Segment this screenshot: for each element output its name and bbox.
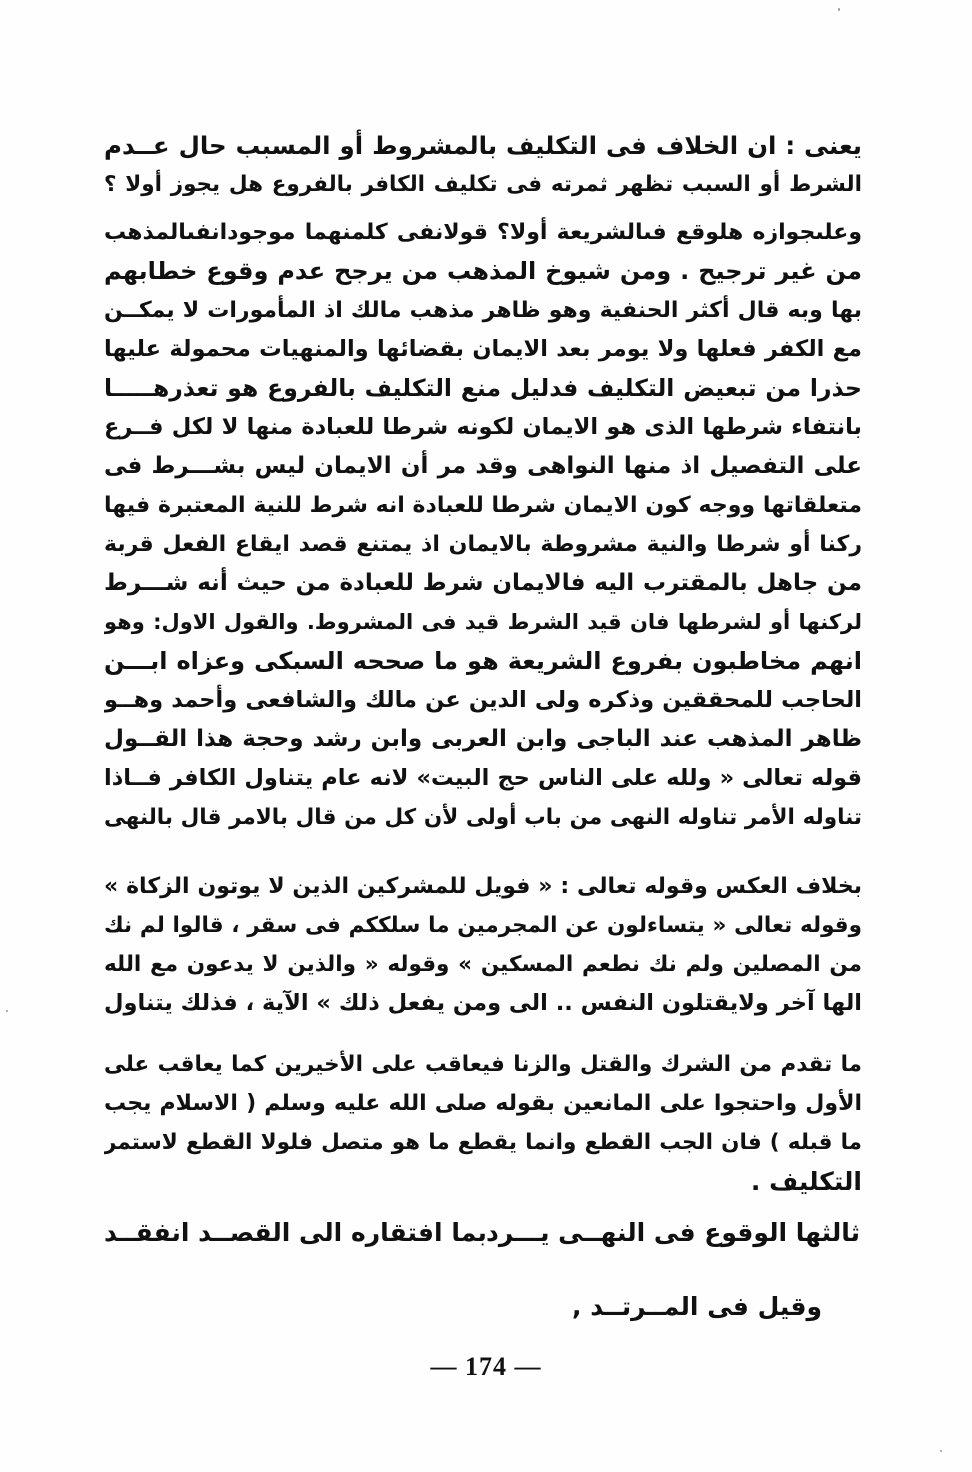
text-line: وقوله تعالى « يتساءلون عن المجرمين ما سلككم فى سقر ، قالوا لم نك <box>104 913 862 938</box>
scan-speck <box>6 1010 8 1012</box>
text-line: لركنها أو لشرطها فان قيد الشرط قيد فى المشروط. والقول الاول: وهو <box>104 610 862 634</box>
text-line: بخلاف العكس وقوله تعالى : « فويل للمشركين الذين لا يوتون الزكاة » <box>104 874 862 899</box>
text-line: من غير ترجيح . ومن شيوخ المذهب من يرجح عدم وقوع خطابهم <box>104 257 862 285</box>
paragraph-3 <box>104 867 862 1023</box>
text-line: مع الكفر فعلها ولا يومر بعد الايمان بقضائها والمنهيات محمولة عليها <box>104 336 862 362</box>
text-line: من جاهل بالمقترب اليه فالايمان شرط للعبادة من حيث أنه شـــرط <box>104 570 862 596</box>
text-line: الشرط أو السبب تظهر ثمرته فى تكليف الكافر بالفروع هل يجوز أولا ؟ <box>104 172 862 197</box>
text-line: الأول واحتجوا على المانعين بقوله صلى الله عليه وسلم ( الاسلام يجب <box>104 1091 862 1116</box>
text-line: من المصلين ولم نك نطعم المسكين » وقوله « والذين لا يدعون مع الله <box>104 952 862 977</box>
text-line: تناوله الأمر تناوله النهى من باب أولى لأن كل من قال بالامر قال بالنهى <box>104 805 862 830</box>
verse-hemistich-left: بما افتقاره الى القصــد انفقــد <box>104 1218 487 1247</box>
text-line: الحاجب للمحققين وذكره ولى الدين عن مالك والشافعى وأحمد وهــو <box>104 687 862 713</box>
text-line: ركنا أو شرطا والنية مشروطة بالايمان اذ يمتنع قصد ايقاع الفعل قربة <box>104 532 862 557</box>
paragraph-4 <box>104 1045 862 1201</box>
text-line: ما قبله ) فان الجب القطع وانما يقطع ما هو متصل فلولا القطع لاستمر <box>104 1130 862 1155</box>
text-line: متعلقاتها ووجه كون الايمان شرطا للعبادة انه شرط للنية المعتبرة فيها <box>104 493 862 518</box>
text-line: قوله تعالى « ولله على الناس حج البيت» لانه عام يتناول الكافر فــاذا <box>104 765 862 791</box>
text-line: بانتفاء شرطها الذى هو الايمان لكونه شرطا للعبادة منها لا لكل فــرع <box>104 414 862 440</box>
text-line: يعنى : ان الخلاف فى التكليف بالمشروط أو المسبب حال عــدم <box>104 131 862 160</box>
text-line: على التفصيل اذ منها النواهى وقد مر أن الايمان ليس بشـــرط فى <box>104 453 862 479</box>
text-line: بها وبه قال أكثر الحنفية وهو ظاهر مذهب مالك اذ المأمورات لا يمكــن <box>104 298 862 323</box>
text-line: حذرا من تبعيض التكليف فدليل منع التكليف بالفروع هو تعذرهـــــا <box>104 374 862 402</box>
verse-hemistich-right: ثالثها الوقوع فى النهــى يـــرد <box>486 1218 860 1247</box>
text-line: التكليف . <box>750 1167 862 1196</box>
text-line: ظاهر المذهب عند الباجى وابن العربى وابن رشد وحجة هذا القــول <box>104 726 862 752</box>
scan-speck <box>838 8 840 11</box>
page-number: — 174 — <box>430 1352 542 1381</box>
text-line: وعلىجوازه هلوقع فىالشريعة أولا؟ قولانفى كلمنهما موجودانفىالمذهب <box>104 220 862 245</box>
paragraph-2 <box>104 213 862 837</box>
text-line: الها آخر ولايقتلون النفس .. الى ومن يفعل ذلك » الآية ، فذلك يتناول <box>104 990 862 1016</box>
verse-line-2: وقيل فى المــرتــد , <box>572 1292 822 1321</box>
scan-speck <box>940 1450 942 1452</box>
text-line: ما تقدم من الشرك والقتل والزنا فيعاقب على الأخيرين كما يعاقب على <box>104 1052 862 1077</box>
paragraph-1 <box>104 126 862 204</box>
text-line: انهم مخاطبون بفروع الشريعة هو ما صححه السبكى وعزاه ابـــن <box>104 647 862 675</box>
